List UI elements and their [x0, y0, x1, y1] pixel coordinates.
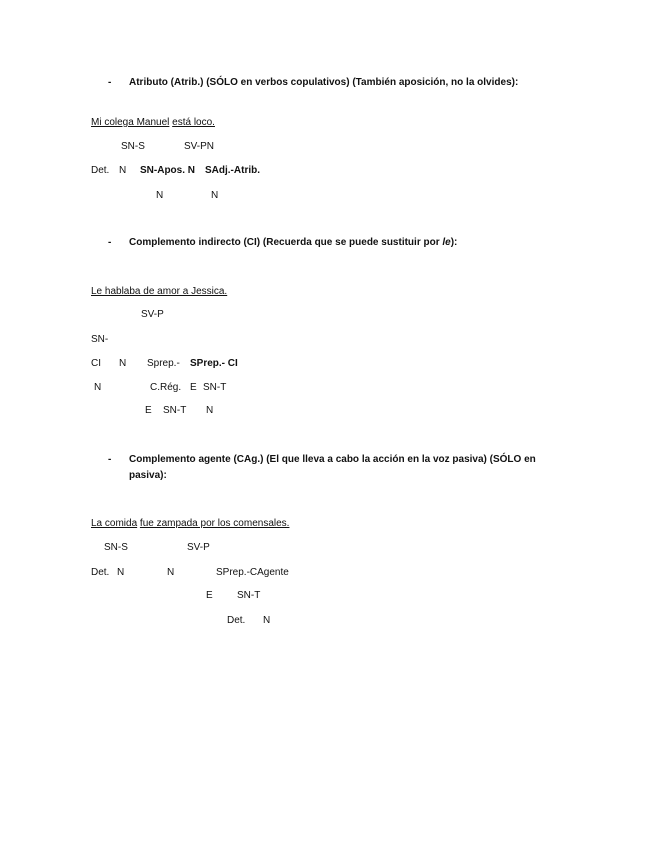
analysis-label: SAdj.-Atrib. — [205, 165, 260, 176]
example-subject: La comida — [91, 518, 138, 529]
analysis-label: SPrep.-CAgente — [216, 567, 289, 578]
example-predicate: fue zampada por los comensales. — [139, 518, 290, 529]
analysis-label: N — [263, 615, 271, 626]
example-sentence — [91, 117, 215, 129]
analysis-label: C.Rég. — [150, 382, 182, 393]
example-sentence — [91, 518, 289, 530]
analysis-label: N — [119, 358, 127, 369]
analysis-label: SN-S — [104, 542, 128, 553]
bullet-dash: - — [108, 237, 112, 248]
analysis-label: SPrep.- CI — [190, 358, 238, 369]
analysis-label: N — [206, 405, 214, 416]
analysis-label: CI — [91, 358, 101, 369]
analysis-label: SV-P — [141, 309, 164, 320]
analysis-label: N — [156, 190, 164, 201]
analysis-label: N — [167, 567, 175, 578]
analysis-label: E — [190, 382, 197, 393]
analysis-label: Det. — [227, 615, 246, 626]
analysis-label: SV-P — [187, 542, 210, 553]
example-sentence: Le hablaba de amor a Jessica. — [91, 286, 228, 297]
analysis-label: N — [94, 382, 102, 393]
analysis-label: SN-T — [237, 590, 261, 601]
bullet-dash: - — [108, 454, 112, 465]
section-heading: Complemento agente (CAg.) (El que lleva a cabo la acción en la voz pasiva) (SÓLO en — [129, 454, 536, 465]
heading-italic: le — [442, 237, 451, 248]
analysis-label: SV-PN — [184, 141, 215, 152]
analysis-label: E — [145, 405, 152, 416]
analysis-label: SN-T — [203, 382, 227, 393]
analysis-label: Sprep.- — [147, 358, 180, 369]
heading-text: ): — [450, 237, 458, 248]
heading-text: Complemento indirecto (CI) (Recuerda que se puede sustituir por — [129, 237, 443, 248]
analysis-label: N — [211, 190, 219, 201]
bullet-dash: - — [108, 77, 112, 88]
example-subject: Mi colega Manuel — [91, 117, 170, 128]
analysis-label: SN- — [91, 334, 109, 345]
analysis-label: Det. — [91, 165, 110, 176]
section-heading-continued: pasiva): — [129, 470, 167, 481]
analysis-label: Det. — [91, 567, 110, 578]
section-heading — [129, 237, 457, 249]
analysis-label: SN-Apos. N — [140, 165, 195, 176]
section-heading: Atributo (Atrib.) (SÓLO en verbos copulativos) (También aposición, no la olvides): — [129, 77, 519, 88]
analysis-label: SN-S — [121, 141, 145, 152]
analysis-label: SN-T — [163, 405, 187, 416]
example-predicate: está loco. — [172, 117, 215, 128]
analysis-label: E — [206, 590, 213, 601]
analysis-label: N — [117, 567, 125, 578]
analysis-label: N — [119, 165, 127, 176]
